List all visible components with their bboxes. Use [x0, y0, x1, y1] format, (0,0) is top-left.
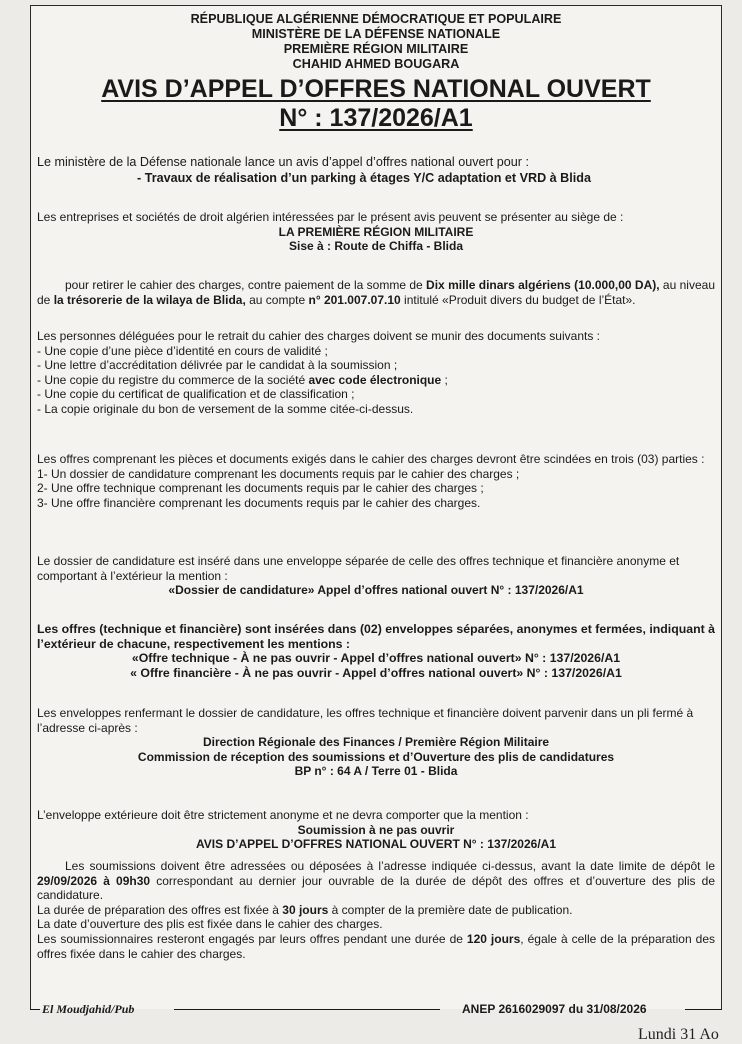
payment-section: [37, 278, 715, 307]
dossier-text: Le dossier de candidature est inséré dans une enveloppe séparée de celle des offres technique et financière anonyme et comportant à l’extérieur la mention :: [37, 554, 680, 583]
engagement-paragraph: [37, 932, 715, 961]
frame-edge: [30, 993, 31, 1009]
payment-text-a: pour retirer le cahier des charges, contre paiement de la somme de: [65, 278, 427, 292]
outer-mention-1: Soumission à ne pas ouvrir: [297, 822, 455, 837]
document-item-1: - Une copie d’une pièce d’identité en cours de validité ;: [37, 343, 328, 358]
envelopes-section: [37, 622, 715, 680]
footer-rule-middle: [174, 1009, 440, 1010]
engagement-days: 120 jours: [466, 931, 521, 946]
payment-amount: Dix mille dinars algériens (10.000,00 DA),: [426, 278, 660, 292]
footer-rule-right: [685, 1009, 722, 1010]
delivery-address-2: Commission de réception des soumissions et d’Ouverture des plis de candidatures: [137, 749, 615, 764]
payment-text-d: intitulé «Produit divers du budget de l’État».: [400, 292, 636, 307]
opening-paragraph: La date d’ouverture des plis est fixée dans le cahier des charges.: [37, 917, 383, 932]
notice-title: AVIS D’APPEL D’OFFRES NATIONAL OUVERT: [101, 75, 651, 103]
payment-text-b: au niveau de: [37, 278, 715, 307]
outer-mention-2: AVIS D’APPEL D’OFFRES NATIONAL OUVERT N° : 137/2026/A1: [196, 837, 556, 852]
footer-rule-left: [30, 1009, 40, 1010]
header-ministry: MINISTÈRE DE LA DÉFENSE NATIONALE: [251, 27, 501, 41]
offers-section: [37, 452, 715, 510]
document-item-3: [37, 373, 715, 388]
document-item-4: - Une copie du certificat de qualification et de classification ;: [37, 387, 355, 402]
preparation-days: 30 jours: [282, 902, 329, 917]
intro-text: Le ministère de la Défense nationale lance un avis d’appel d’offres national ouvert pour :: [37, 155, 529, 169]
documents-section: [37, 329, 715, 417]
header-republic: RÉPUBLIQUE ALGÉRIENNE DÉMOCRATIQUE ET POPULAIRE: [190, 12, 562, 26]
offers-part-3: 3- Une offre financière comprenant les documents requis par le cahier des charges.: [37, 495, 481, 510]
financial-mention: « Offre financière - À ne pas ouvrir - Appel d’offres national ouvert» N° : 137/2026/A1: [130, 665, 622, 680]
source-credit: El Moudjahid/Pub: [42, 1002, 135, 1016]
preparation-paragraph: [37, 903, 715, 918]
offers-intro: Les offres comprenant les pièces et documents exigés dans le cahier des charges devront être scindées en trois (03) parties :: [37, 452, 705, 466]
deadline-date: 29/09/2026 à 09h30: [37, 873, 151, 888]
header-region: PREMIÈRE RÉGION MILITAIRE: [283, 42, 469, 56]
dossier-mention: «Dossier de candidature» Appel d’offres national ouvert N° : 137/2026/A1: [168, 583, 584, 598]
documents-intro: Les personnes déléguées pour le retrait du cahier des charges doivent se munir des documents suivants :: [37, 329, 600, 343]
envelopes-text: Les offres (technique et financière) sont insérées dans (02) enveloppes séparées, anonymes et fermées, indiquant à l’extérieur de chacune, respectivement les mentions :: [37, 622, 715, 651]
document-item-5: - La copie originale du bon de versement de la somme citée-ci-dessus.: [37, 401, 414, 416]
delivery-section: [37, 706, 715, 779]
tender-notice: [30, 5, 722, 1009]
payment-text-c: au compte: [245, 292, 309, 307]
dossier-section: [37, 554, 715, 598]
document-item-3-bold: avec code électronique: [308, 372, 442, 387]
intro-section: [37, 154, 715, 186]
intro-object: - Travaux de réalisation d’un parking à étages Y/C adaptation et VRD à Blida: [137, 171, 591, 185]
payment-treasury: la trésorerie de la wilaya de Blida,: [53, 292, 246, 307]
delivery-text: Les enveloppes renfermant le dossier de candidature, les offres technique et financière doivent parvenir dans un pli fermé à l’adresse ci-après :: [37, 706, 694, 735]
document-item-3-end: ;: [441, 372, 448, 387]
delivery-address-3: BP n° : 64 A / Terre 01 - Blida: [294, 764, 458, 779]
presentation-text: Les entreprises et sociétés de droit algérien intéressées par le présent avis peuvent se présenter au siège de :: [37, 210, 624, 224]
presentation-place: LA PREMIÈRE RÉGION MILITAIRE: [278, 224, 474, 239]
notice-footer: [30, 1001, 722, 1017]
engagement-text-b: , égale à celle de la préparation des offres fixée dans le cahier des charges.: [37, 931, 715, 961]
outer-text: L’enveloppe extérieure doit être strictement anonyme et ne devra comporter que la mention :: [37, 808, 529, 822]
payment-account: n° 201.007.07.10: [308, 292, 401, 307]
delivery-address-1: Direction Régionale des Finances / Première Région Militaire: [202, 735, 550, 750]
deadline-paragraph: [37, 859, 715, 903]
payment-paragraph: [37, 278, 715, 307]
anep-reference: ANEP 2616029097 du 31/08/2026: [462, 1002, 647, 1016]
offers-part-2: 2- Une offre technique comprenant les documents requis par le cahier des charges ;: [37, 481, 484, 496]
engagement-text-a: Les soumissionnaires resteront engagés par leurs offres pendant une durée de: [37, 931, 467, 946]
document-item-3-text: - Une copie du registre du commerce de la société: [37, 372, 309, 387]
preparation-text-b: à compter de la première date de publication.: [328, 902, 573, 917]
preparation-text-a: La durée de préparation des offres est fixée à: [37, 902, 283, 917]
document-item-2: - Une lettre d’accréditation délivrée par le candidat à la soumission ;: [37, 358, 398, 373]
outer-envelope-section: [37, 808, 715, 852]
offers-part-1: 1- Un dossier de candidature comprenant les documents requis par le cahier des charges ;: [37, 466, 520, 481]
deadline-text-a: Les soumissions doivent être adressées ou déposées à l’adresse indiquée ci-dessus, avant la date limite de dépôt le: [65, 859, 715, 873]
presentation-section: [37, 210, 715, 254]
deadline-text-b: correspondant au dernier jour ouvrable de la durée de dépôt des offres et d’ouverture des plis de candidature.: [37, 873, 715, 903]
presentation-address: Sise à : Route de Chiffa - Blida: [288, 239, 464, 254]
deadlines-section: [37, 859, 715, 961]
header-chahid: CHAHID AHMED BOUGARA: [292, 57, 460, 71]
notice-number: N° : 137/2026/A1: [279, 104, 473, 132]
technical-mention: «Offre technique - À ne pas ouvrir - Appel d’offres national ouvert» N° : 137/2026/A1: [131, 651, 621, 666]
page-date: Lundi 31 Ao: [638, 1026, 719, 1043]
